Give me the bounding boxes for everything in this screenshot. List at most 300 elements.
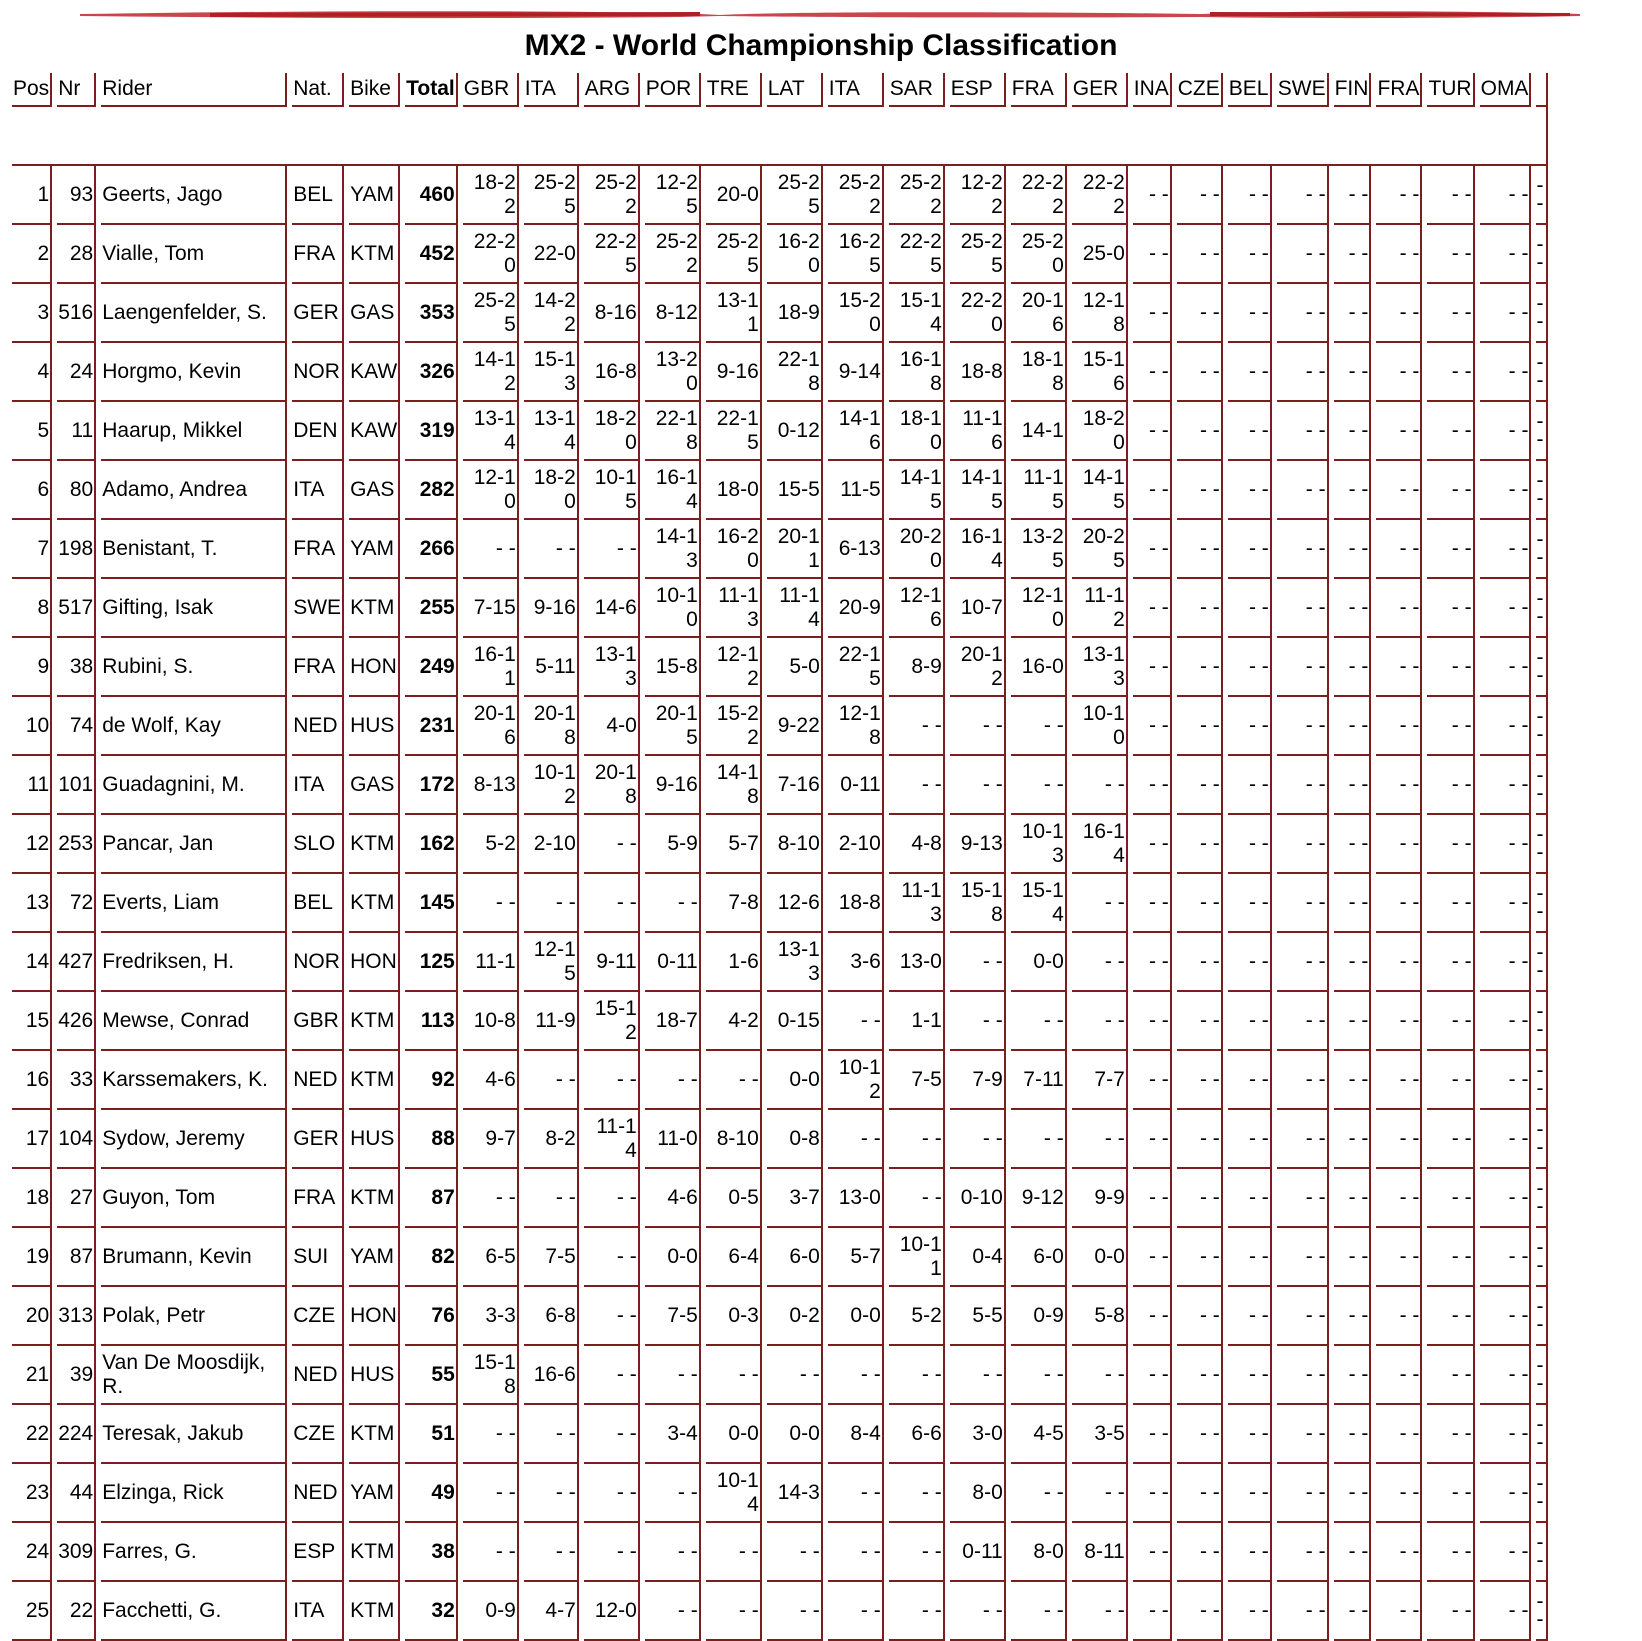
rider-name-cell: Horgmo, Kevin (101, 343, 287, 402)
race-result-cell: - - (1177, 756, 1223, 815)
race-result-cell: - - (1480, 992, 1532, 1051)
race-result-cell: 13-11 (706, 284, 762, 343)
race-result-cell: - - (1177, 1169, 1223, 1228)
column-header-ita-7: ITA (524, 73, 579, 107)
table-row (12, 520, 1548, 579)
position-cell: 6 (12, 461, 52, 520)
race-result-cell: 11-1 (463, 933, 519, 992)
race-result-cell: - - (889, 1110, 945, 1169)
race-result-cell: 25-25 (706, 225, 762, 284)
race-result-cell: - - (1376, 1110, 1422, 1169)
race-result-cell: 22-15 (706, 402, 762, 461)
race-result-cell: 6-0 (767, 1228, 823, 1287)
race-result-cell: 22-18 (645, 402, 701, 461)
race-result-cell: 18-22 (463, 166, 519, 225)
number-cell: 39 (57, 1346, 96, 1405)
race-result-cell: - - (524, 1405, 579, 1464)
race-result-cell: - - (1480, 1051, 1532, 1110)
race-result-cell: - - (1334, 225, 1372, 284)
race-result-cell: 7-9 (950, 1051, 1006, 1110)
race-result-cell: - - (1334, 1110, 1372, 1169)
number-cell: 74 (57, 697, 96, 756)
race-result-cell: 16-8 (584, 343, 640, 402)
race-result-cell: - - (1277, 402, 1329, 461)
race-result-cell: - - (1376, 874, 1422, 933)
race-result-cell: 0-11 (950, 1523, 1006, 1582)
race-result-cell: 8-9 (889, 638, 945, 697)
total-points-cell: 452 (405, 225, 458, 284)
number-cell: 44 (57, 1464, 96, 1523)
race-result-cell: - - (1133, 933, 1172, 992)
race-result-cell: - - (1427, 1464, 1474, 1523)
race-result-cell: 20-0 (706, 166, 762, 225)
race-result-cell: - - (828, 992, 884, 1051)
race-result-cell: - - (1177, 343, 1223, 402)
nationality-cell: FRA (292, 1169, 344, 1228)
race-result-cell: - - (767, 1523, 823, 1582)
position-cell: 20 (12, 1287, 52, 1346)
truncated-column-cell: - - (1536, 933, 1548, 992)
race-result-cell: - - (1376, 461, 1422, 520)
number-cell: 11 (57, 402, 96, 461)
table-row (12, 284, 1548, 343)
race-result-cell: 25-25 (463, 284, 519, 343)
total-points-cell: 319 (405, 402, 458, 461)
race-result-cell: 25-22 (889, 166, 945, 225)
race-result-cell: - - (1277, 461, 1329, 520)
rider-name-cell: Vialle, Tom (101, 225, 287, 284)
position-cell: 1 (12, 166, 52, 225)
race-result-cell: - - (1376, 1051, 1422, 1110)
race-result-cell: - - (1228, 697, 1272, 756)
nationality-cell: FRA (292, 638, 344, 697)
race-result-cell: - - (1277, 225, 1329, 284)
total-points-cell: 255 (405, 579, 458, 638)
race-result-cell: - - (1480, 1464, 1532, 1523)
total-points-cell: 76 (405, 1287, 458, 1346)
race-result-cell: - - (524, 874, 579, 933)
race-result-cell: 16-14 (645, 461, 701, 520)
nationality-cell: ITA (292, 461, 344, 520)
nationality-cell: GER (292, 1110, 344, 1169)
race-result-cell: 2-10 (828, 815, 884, 874)
race-result-cell: - - (1228, 1523, 1272, 1582)
position-cell: 19 (12, 1228, 52, 1287)
race-result-cell: - - (1228, 1228, 1272, 1287)
race-result-cell: - - (1480, 1405, 1532, 1464)
race-result-cell: - - (1228, 1464, 1272, 1523)
race-result-cell: 13-14 (463, 402, 519, 461)
race-result-cell: - - (1228, 166, 1272, 225)
table-row (12, 992, 1548, 1051)
race-result-cell: 22-22 (1011, 166, 1067, 225)
table-row (12, 1523, 1548, 1582)
race-result-cell: - - (1011, 1110, 1067, 1169)
total-points-cell: 55 (405, 1346, 458, 1405)
race-result-cell: - - (1133, 638, 1172, 697)
table-row (12, 815, 1548, 874)
race-result-cell: - - (1011, 756, 1067, 815)
race-result-cell: - - (1277, 638, 1329, 697)
race-result-cell: 15-14 (1011, 874, 1067, 933)
race-result-cell: - - (1334, 874, 1372, 933)
race-result-cell: 0-0 (645, 1228, 701, 1287)
race-result-cell: - - (1177, 1523, 1223, 1582)
race-result-cell: 1-1 (889, 992, 945, 1051)
race-result-cell: - - (1072, 874, 1128, 933)
race-result-cell: 8-11 (1072, 1523, 1128, 1582)
race-result-cell: 6-0 (1011, 1228, 1067, 1287)
race-result-cell: 15-5 (767, 461, 823, 520)
race-result-cell: - - (584, 1464, 640, 1523)
race-result-cell: 16-14 (950, 520, 1006, 579)
race-result-cell: - - (1376, 579, 1422, 638)
race-result-cell: - - (1427, 1523, 1474, 1582)
truncated-column-cell: - - (1536, 1464, 1548, 1523)
race-result-cell: - - (1133, 520, 1172, 579)
race-result-cell: - - (1427, 166, 1474, 225)
race-result-cell: - - (1376, 756, 1422, 815)
race-result-cell: 22-25 (889, 225, 945, 284)
truncated-column-cell: - - (1536, 1110, 1548, 1169)
race-result-cell: 16-14 (1072, 815, 1128, 874)
total-points-cell: 88 (405, 1110, 458, 1169)
bike-brand-cell: GAS (349, 284, 400, 343)
number-cell: 27 (57, 1169, 96, 1228)
bike-brand-cell: GAS (349, 461, 400, 520)
race-result-cell: - - (1334, 1523, 1372, 1582)
race-result-cell: - - (1334, 756, 1372, 815)
race-result-cell: 0-10 (950, 1169, 1006, 1228)
race-result-cell: - - (1277, 756, 1329, 815)
race-result-cell: 0-0 (1011, 933, 1067, 992)
race-result-cell: - - (584, 1169, 640, 1228)
race-result-cell: 6-8 (524, 1287, 579, 1346)
column-header-por-9: POR (645, 73, 701, 107)
rider-name-cell: Benistant, T. (101, 520, 287, 579)
race-result-cell: - - (1480, 1523, 1532, 1582)
race-result-cell: - - (1011, 1582, 1067, 1641)
total-points-cell: 172 (405, 756, 458, 815)
race-result-cell: 9-16 (645, 756, 701, 815)
race-result-cell: - - (1177, 1405, 1223, 1464)
number-cell: 309 (57, 1523, 96, 1582)
table-row (12, 461, 1548, 520)
column-header-fin-21: FIN (1334, 73, 1372, 107)
race-result-cell: - - (1228, 933, 1272, 992)
column-header-sar-13: SAR (889, 73, 945, 107)
race-result-cell: 14-16 (828, 402, 884, 461)
race-result-cell: 7-11 (1011, 1051, 1067, 1110)
race-result-cell: 0-2 (767, 1287, 823, 1346)
position-cell: 23 (12, 1464, 52, 1523)
race-result-cell: - - (1376, 402, 1422, 461)
race-result-cell: 20-12 (950, 638, 1006, 697)
race-result-cell: - - (1277, 1287, 1329, 1346)
race-result-cell: - - (1334, 1346, 1372, 1405)
race-result-cell: - - (767, 1582, 823, 1641)
race-result-cell: 20-18 (524, 697, 579, 756)
truncated-column-cell: - - (1536, 874, 1548, 933)
number-cell: 93 (57, 166, 96, 225)
race-result-cell: 10-10 (645, 579, 701, 638)
number-cell: 101 (57, 756, 96, 815)
nationality-cell: CZE (292, 1287, 344, 1346)
race-result-cell: 7-15 (463, 579, 519, 638)
race-result-cell: 16-20 (767, 225, 823, 284)
race-result-cell: 22-0 (524, 225, 579, 284)
race-result-cell: - - (1376, 1405, 1422, 1464)
number-cell: 87 (57, 1228, 96, 1287)
race-result-cell: 9-14 (828, 343, 884, 402)
race-result-cell: 9-11 (584, 933, 640, 992)
race-result-cell: 14-15 (1072, 461, 1128, 520)
race-result-cell: - - (1277, 1346, 1329, 1405)
table-row (12, 1110, 1548, 1169)
race-result-cell: - - (1133, 402, 1172, 461)
bike-brand-cell: YAM (349, 1464, 400, 1523)
race-result-cell: 15-18 (950, 874, 1006, 933)
column-header-rider-2: Rider (101, 73, 287, 107)
position-cell: 8 (12, 579, 52, 638)
race-result-cell: - - (889, 1169, 945, 1228)
bike-brand-cell: GAS (349, 756, 400, 815)
race-result-cell: - - (1277, 1228, 1329, 1287)
position-cell: 15 (12, 992, 52, 1051)
number-cell: 427 (57, 933, 96, 992)
race-result-cell: 0-0 (767, 1051, 823, 1110)
rider-name-cell: Polak, Petr (101, 1287, 287, 1346)
race-result-cell: - - (584, 1228, 640, 1287)
race-result-cell: - - (1334, 1464, 1372, 1523)
table-row (12, 225, 1548, 284)
race-result-cell: - - (1480, 402, 1532, 461)
race-result-cell: - - (1177, 992, 1223, 1051)
position-cell: 10 (12, 697, 52, 756)
column-header-ger-16: GER (1072, 73, 1128, 107)
race-result-cell: - - (1480, 874, 1532, 933)
position-cell: 18 (12, 1169, 52, 1228)
table-row (12, 1405, 1548, 1464)
race-result-cell: - - (1133, 992, 1172, 1051)
race-result-cell: - - (1334, 402, 1372, 461)
race-result-cell: - - (1133, 697, 1172, 756)
column-header-nr-1: Nr (57, 73, 96, 107)
table-row (12, 1228, 1548, 1287)
race-result-cell: 6-6 (889, 1405, 945, 1464)
race-result-cell: - - (1133, 343, 1172, 402)
race-result-cell: - - (1480, 225, 1532, 284)
race-result-cell: 13-13 (767, 933, 823, 992)
truncated-column-cell: - - (1536, 579, 1548, 638)
race-result-cell: - - (1376, 1228, 1422, 1287)
race-result-cell: 11-13 (706, 579, 762, 638)
total-points-cell: 282 (405, 461, 458, 520)
bike-brand-cell: KTM (349, 1405, 400, 1464)
race-result-cell: - - (524, 1464, 579, 1523)
bike-brand-cell: KTM (349, 815, 400, 874)
number-cell: 517 (57, 579, 96, 638)
bike-brand-cell: KTM (349, 1523, 400, 1582)
bike-brand-cell: KAW (349, 402, 400, 461)
total-points-cell: 87 (405, 1169, 458, 1228)
race-result-cell: 4-7 (524, 1582, 579, 1641)
rider-name-cell: Mewse, Conrad (101, 992, 287, 1051)
race-result-cell: - - (524, 520, 579, 579)
race-result-cell: 8-0 (1011, 1523, 1067, 1582)
column-header-ina-17: INA (1133, 73, 1172, 107)
race-result-cell: 25-25 (767, 166, 823, 225)
race-result-cell: 18-20 (584, 402, 640, 461)
race-result-cell: 13-13 (584, 638, 640, 697)
number-cell: 33 (57, 1051, 96, 1110)
race-result-cell: - - (1480, 815, 1532, 874)
race-result-cell: - - (1427, 1287, 1474, 1346)
race-result-cell: - - (1334, 815, 1372, 874)
race-result-cell: - - (1228, 1346, 1272, 1405)
race-result-cell: 14-18 (706, 756, 762, 815)
race-result-cell: - - (1376, 933, 1422, 992)
race-result-cell: 1-6 (706, 933, 762, 992)
race-result-cell: 13-0 (828, 1169, 884, 1228)
race-result-cell: - - (1427, 343, 1474, 402)
nationality-cell: SUI (292, 1228, 344, 1287)
race-result-cell: 10-13 (1011, 815, 1067, 874)
race-result-cell: - - (1334, 1228, 1372, 1287)
truncated-column-cell: - - (1536, 1228, 1548, 1287)
race-result-cell: 14-15 (950, 461, 1006, 520)
column-header-bel-19: BEL (1228, 73, 1272, 107)
race-result-cell: 5-7 (706, 815, 762, 874)
bike-brand-cell: YAM (349, 520, 400, 579)
race-result-cell: - - (524, 1051, 579, 1110)
race-result-cell: 8-10 (706, 1110, 762, 1169)
race-result-cell: - - (1177, 461, 1223, 520)
race-result-cell: - - (1427, 461, 1474, 520)
race-result-cell: - - (645, 1051, 701, 1110)
race-result-cell: - - (1334, 992, 1372, 1051)
race-result-cell: 25-22 (584, 166, 640, 225)
race-result-cell: - - (1480, 1228, 1532, 1287)
race-result-cell: - - (1277, 697, 1329, 756)
race-result-cell: - - (706, 1523, 762, 1582)
race-result-cell: 16-0 (1011, 638, 1067, 697)
race-result-cell: - - (1480, 579, 1532, 638)
race-result-cell: 3-7 (767, 1169, 823, 1228)
position-cell: 16 (12, 1051, 52, 1110)
position-cell: 2 (12, 225, 52, 284)
race-result-cell: - - (1228, 579, 1272, 638)
race-result-cell: 4-6 (463, 1051, 519, 1110)
position-cell: 13 (12, 874, 52, 933)
race-result-cell: - - (1334, 933, 1372, 992)
race-result-cell: - - (1480, 1582, 1532, 1641)
race-result-cell: - - (1427, 402, 1474, 461)
table-row (12, 874, 1548, 933)
truncated-column-cell: - - (1536, 1169, 1548, 1228)
race-result-cell: - - (1177, 284, 1223, 343)
race-result-cell: 9-13 (950, 815, 1006, 874)
bike-brand-cell: KTM (349, 874, 400, 933)
race-result-cell: - - (1228, 638, 1272, 697)
race-result-cell: - - (1228, 343, 1272, 402)
race-result-cell: - - (1427, 284, 1474, 343)
position-cell: 24 (12, 1523, 52, 1582)
race-result-cell: 0-8 (767, 1110, 823, 1169)
race-result-cell: 12-10 (1011, 579, 1067, 638)
rider-name-cell: Rubini, S. (101, 638, 287, 697)
race-result-cell: - - (1133, 1287, 1172, 1346)
column-header-pos-0: Pos (12, 73, 52, 107)
race-result-cell: - - (1427, 225, 1474, 284)
race-result-cell: 6-13 (828, 520, 884, 579)
nationality-cell: ITA (292, 756, 344, 815)
race-result-cell: - - (584, 1346, 640, 1405)
race-result-cell: - - (1277, 1582, 1329, 1641)
bike-brand-cell: KTM (349, 225, 400, 284)
race-result-cell: - - (1277, 284, 1329, 343)
race-result-cell: - - (1334, 284, 1372, 343)
race-result-cell: 11-16 (950, 402, 1006, 461)
race-result-cell: - - (645, 874, 701, 933)
race-result-cell: - - (1277, 1464, 1329, 1523)
race-result-cell: - - (1376, 697, 1422, 756)
race-result-cell: 11-12 (1072, 579, 1128, 638)
column-header-bike-4: Bike (349, 73, 400, 107)
race-result-cell: - - (1072, 1110, 1128, 1169)
race-result-cell: - - (1376, 1169, 1422, 1228)
race-result-cell: - - (1376, 1287, 1422, 1346)
race-result-cell: 0-9 (463, 1582, 519, 1641)
race-result-cell: - - (1480, 697, 1532, 756)
race-result-cell: - - (1376, 166, 1422, 225)
total-points-cell: 49 (405, 1464, 458, 1523)
race-result-cell: 12-22 (950, 166, 1006, 225)
race-result-cell: - - (584, 1051, 640, 1110)
rider-name-cell: de Wolf, Kay (101, 697, 287, 756)
race-result-cell: 8-16 (584, 284, 640, 343)
race-result-cell: - - (1376, 284, 1422, 343)
race-result-cell: - - (1427, 1228, 1474, 1287)
race-result-cell: 7-5 (524, 1228, 579, 1287)
bike-brand-cell: HUS (349, 1110, 400, 1169)
bike-brand-cell: KAW (349, 343, 400, 402)
race-result-cell: - - (1133, 815, 1172, 874)
race-result-cell: 15-12 (584, 992, 640, 1051)
race-result-cell: - - (1177, 1464, 1223, 1523)
truncated-column-cell: - - (1536, 756, 1548, 815)
page-title: MX2 - World Championship Classification (524, 29, 1118, 62)
race-result-cell: - - (1480, 1346, 1532, 1405)
race-result-cell: 16-18 (889, 343, 945, 402)
race-result-cell: - - (1011, 1464, 1067, 1523)
race-result-cell: 13-20 (645, 343, 701, 402)
total-points-cell: 38 (405, 1523, 458, 1582)
position-cell: 12 (12, 815, 52, 874)
race-result-cell: - - (1334, 579, 1372, 638)
race-result-cell: - - (1334, 697, 1372, 756)
race-result-cell: - - (1480, 933, 1532, 992)
race-result-cell: 12-25 (645, 166, 701, 225)
race-result-cell: - - (889, 1582, 945, 1641)
header-row (12, 73, 1548, 107)
race-result-cell: - - (1277, 815, 1329, 874)
race-result-cell: 25-22 (645, 225, 701, 284)
race-result-cell: 8-13 (463, 756, 519, 815)
race-result-cell: - - (1228, 402, 1272, 461)
table-row (12, 933, 1548, 992)
race-result-cell: - - (1011, 1346, 1067, 1405)
